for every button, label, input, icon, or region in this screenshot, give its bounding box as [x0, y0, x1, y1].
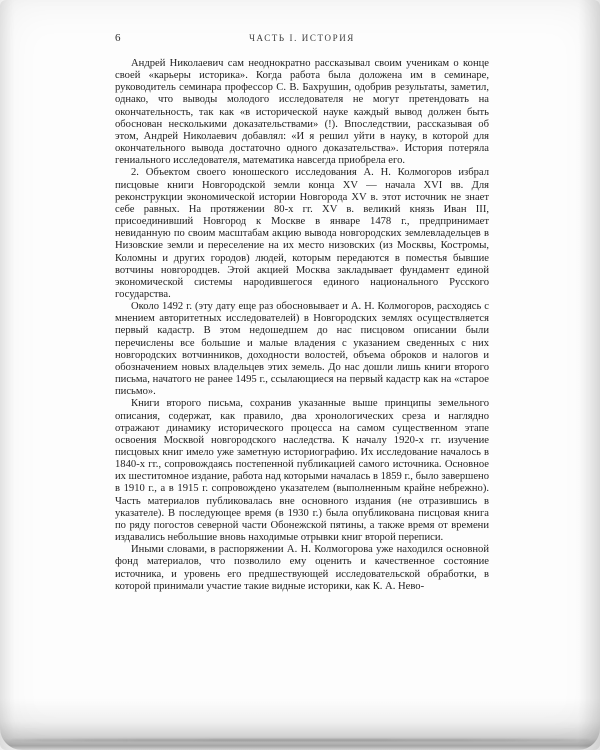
page-bottom-shadow: [0, 698, 600, 750]
page-right-shadow: [578, 0, 600, 750]
page-number: 6: [115, 32, 121, 44]
running-header: ЧАСТЬ I. ИСТОРИЯ: [249, 33, 355, 43]
paragraph: Андрей Николаевич сам неоднократно рассказывал своим ученикам о конце своей «карьеры историка». Когда работа была доложена им в семинаре, руководитель семинара профессор С. В. Бахрушин, одобрив результаты, заметил, однако, что выводы молодого исследователя не могут претендовать на окончательность, так как «в исторической науке каждый вывод должен быть обоснован несколькими доказательствами» (!). Впоследствии, рассказывая об этом, Андрей Николаевич добавлял: «И я решил уйти в науку, в которой для окончательного вывода достаточно одного доказательства». История потеряла гениального исследователя, математика навсегда приобрела его.: [115, 58, 489, 167]
paragraph: Книги второго письма, сохранив указанные выше принципы земельного описания, содержат, как правило, два хронологических среза и наглядно отражают динамику исторического процесса на самом существенном этапе освоения Москвой новгородского наследства. К началу 1920-х гг. изучение писцовых книг имело уже заметную историографию. Их исследование началось в 1840-х гг., сопровождаясь постепенной публикацией самого источника. Основное их шеститомное издание, работа над которыми началась в 1859 г., было завершено в 1910 г., а в 1915 г. сопровождено указателем (выполненным крайне небрежно). Часть материалов публиковалась вне основного издания (не отразившись в указателе). В последующее время (в 1930 г.) была опубликована писцовая книга по ряду погостов северной части Обонежской пятины, а также время от времени издавались небольшие вновь находимые отрывки книг второй переписи.: [115, 398, 489, 544]
book-page: [115, 32, 489, 593]
paragraph: Около 1492 г. (эту дату еще раз обосновывает и А. Н. Колмогоров, расходясь с мнением авторитетных исследователей) в Новгородских землях осуществляется первый кадастр. В этом недошедшем до нас писцовом описании были перечислены все большие и малые владения с указанием сведенных с них новгородских вотчинников, доходности волостей, объема оброков и налогов и обозначением новых владельцев этих земель. До нас дошли лишь книги второго письма, начатого не ранее 1495 г., ссылающиеся на первый кадастр как на «старое письмо».: [115, 301, 489, 398]
page-edge-curve: [10, 739, 590, 741]
page-left-shadow: [0, 0, 14, 750]
paragraph: Иными словами, в распоряжении А. Н. Колмогорова уже находился основной фонд материалов, что позволило ему оценить и качественное состояние источника, и уровень его предшествующей исследовательской обработки, в которой принимали участие такие видные историки, как К. А. Нево-: [115, 544, 489, 592]
page-body: [115, 58, 489, 593]
paragraph: 2. Объектом своего юношеского исследования А. Н. Колмогоров избрал писцовые книги Новгородской земли конца XV — начала XVI вв. Для реконструкции экономической истории Новгорода XV в. этот источник не знает себе равных. На протяжении 80-х гг. XV в. великий князь Иван III, присоединивший Новгород к Москве в январе 1478 г., предпринимает невиданную по своим масштабам акцию вывода новгородских землевладельцев в Низовские земли и переселение на их место низовских (из Москвы, Костромы, Коломны и других городов) людей, которым передаются в поместья бывшие вотчины новгородцев. Этой акцией Москва закладывает фундамент единой экономической системы народившегося единого национального Русского государства.: [115, 167, 489, 300]
page-header: [115, 32, 489, 54]
